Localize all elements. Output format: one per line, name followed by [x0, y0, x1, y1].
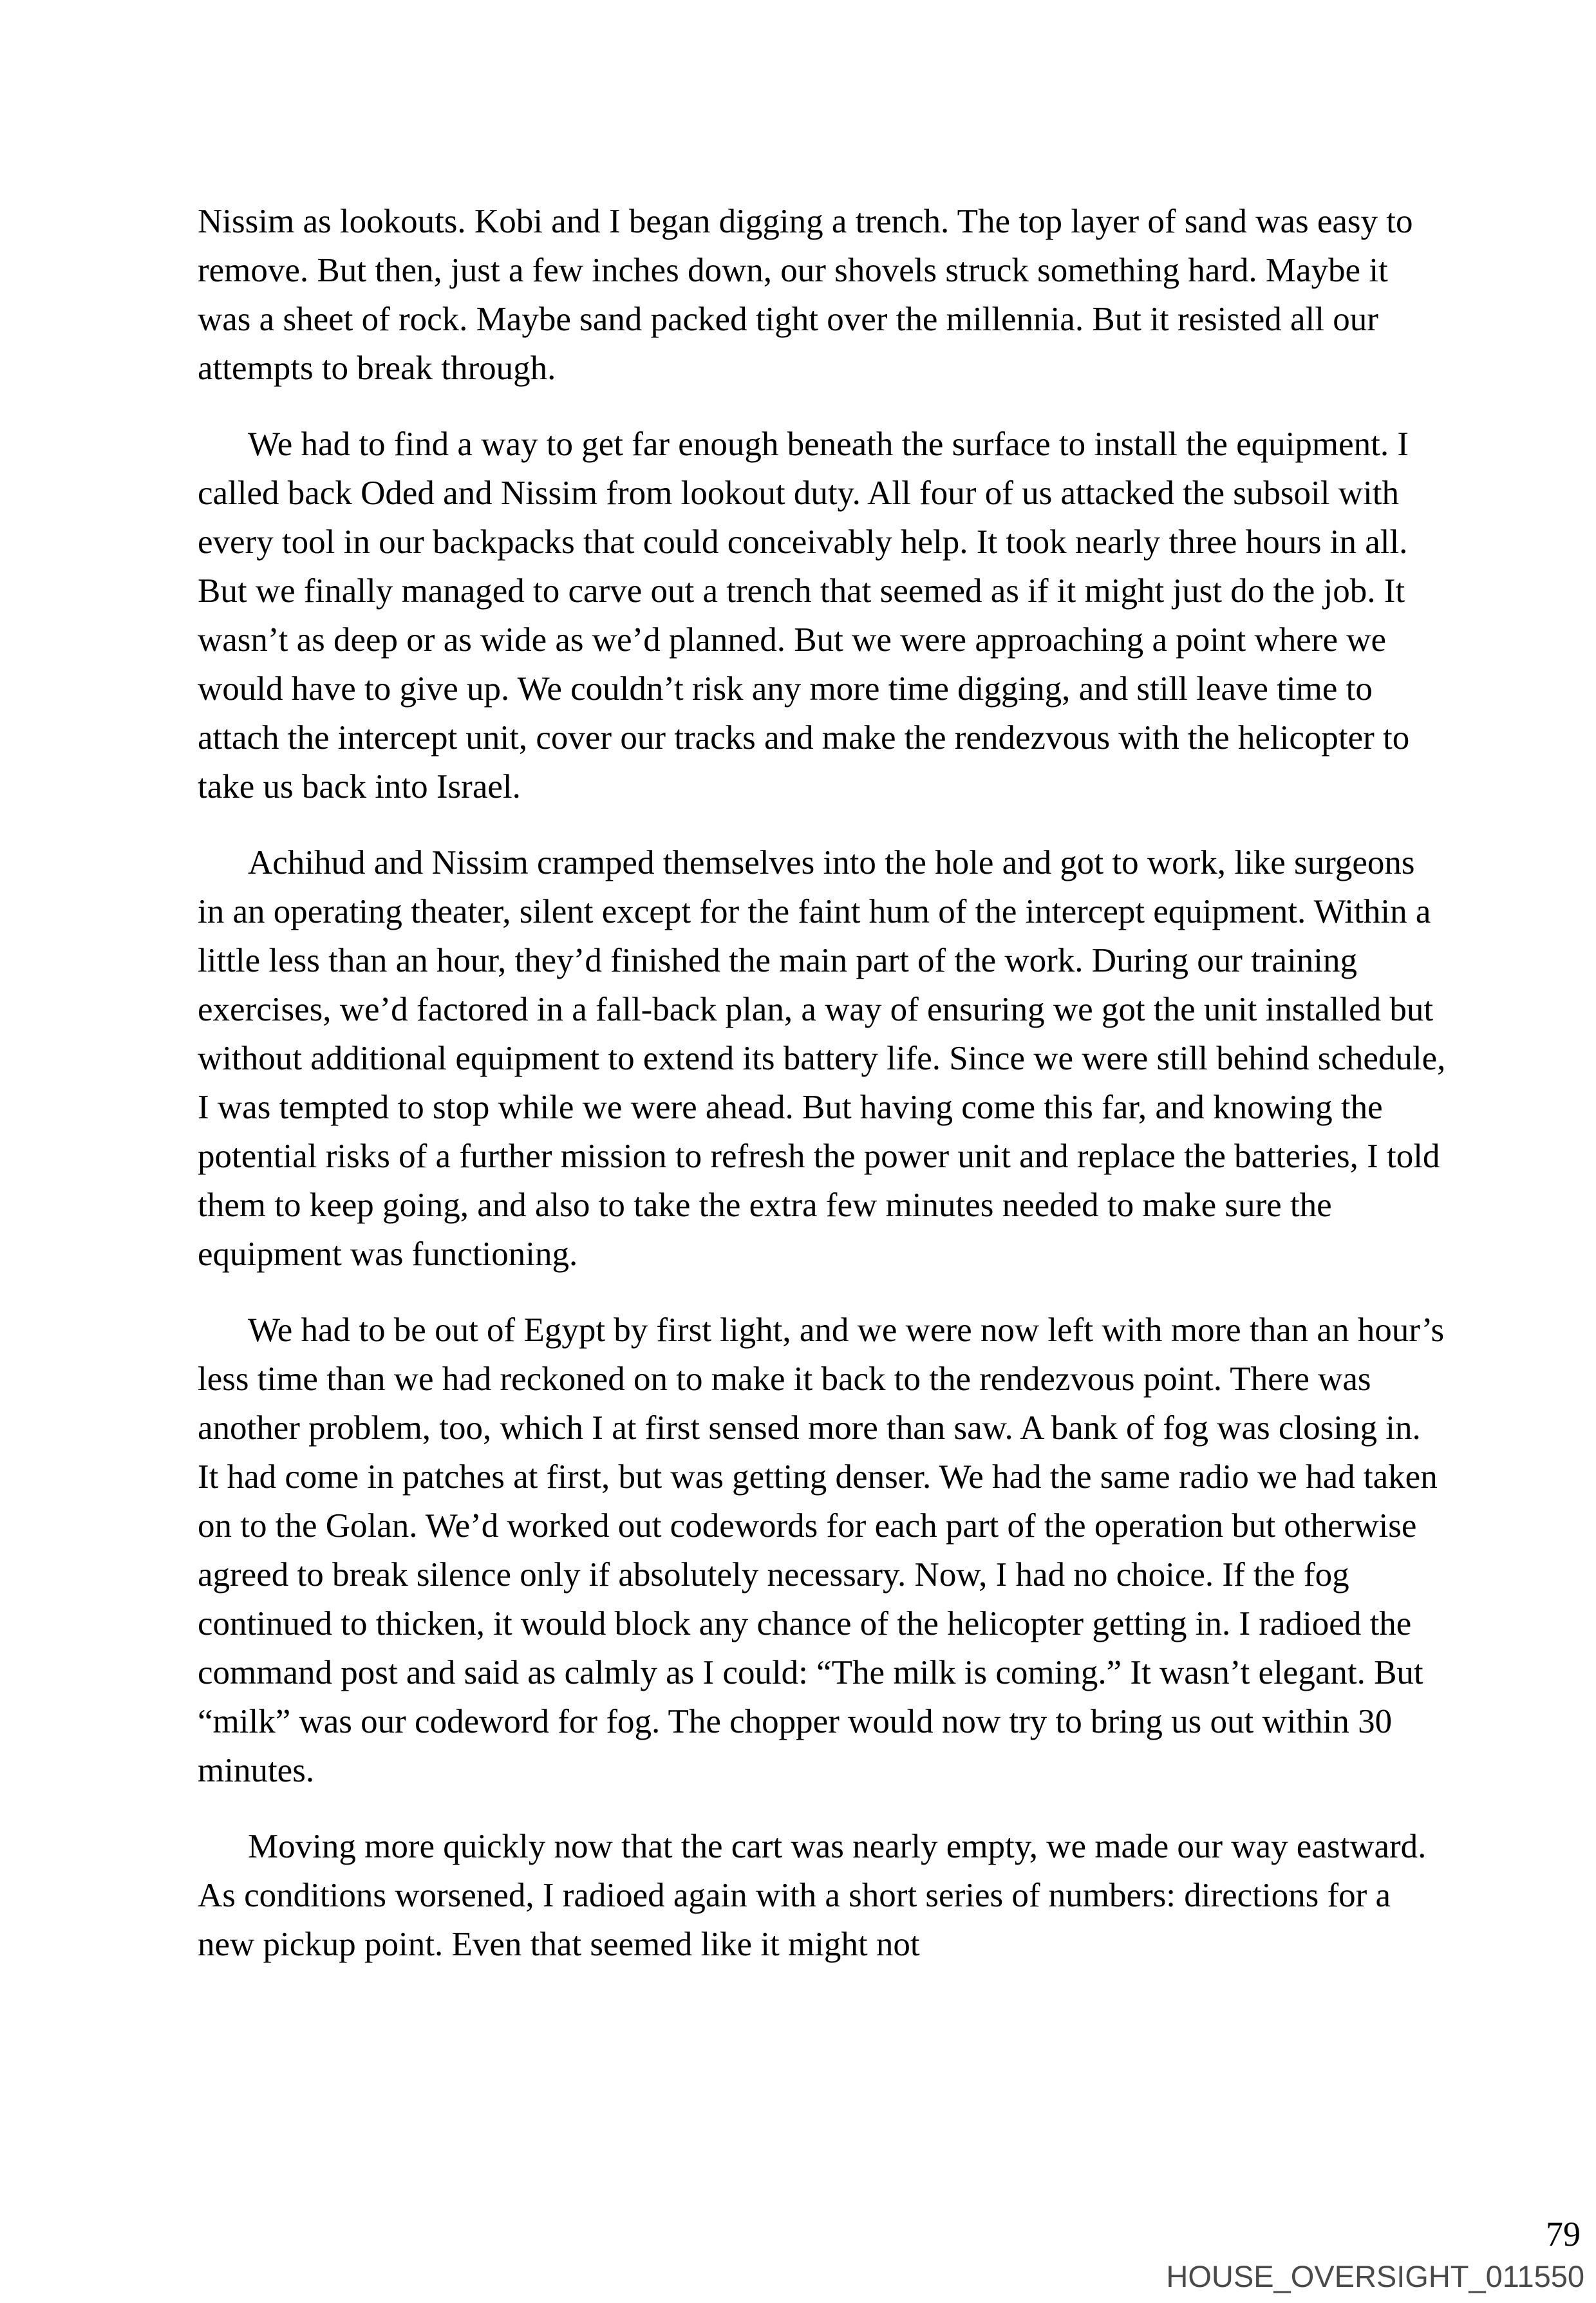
bates-stamp: HOUSE_OVERSIGHT_011550 [1166, 2259, 1584, 2293]
paragraph-5: Moving more quickly now that the cart was nearly empty, we made our way eastward. As conditions worsened, I radioed again with a short series of numbers: directions for a new pickup point. Even that seemed like it might not [198, 1828, 1427, 1963]
paragraph-3: Achihud and Nissim cramped themselves into the hole and got to work, like surgeons in an operating theater, silent except for the faint hum of the intercept equipment. Within a little less than an hour, they’d finished the main part of the work. During our training exercises, we’d factored in a fall-back plan, a way of ensuring we got the unit installed but without additional equipment to extend its battery life. Since we were still behind schedule, I was tempted to stop while we were ahead. But having come this far, and knowing the potential risks of a further mission to refresh the power unit and replace the batteries, I told them to keep going, and also to take the extra few minutes needed to make sure the equipment was functioning. [198, 844, 1446, 1273]
paragraph-1: Nissim as lookouts. Kobi and I began digging a trench. The top layer of sand was easy to remove. But then, just a few inches down, our shovels struck something hard. Maybe it was a sheet of rock. Maybe sand packed tight over the millennia. But it resisted all our attempts to break through. [198, 203, 1413, 387]
paragraph-2: We had to find a way to get far enough beneath the surface to install the equipment. I called back Oded and Nissim from lookout duty. All four of us attacked the subsoil with every tool in our backpacks that could conceivably help. It took nearly three hours in all. But we finally managed to carve out a trench that seemed as if it might just do the job. It wasn’t as deep or as wide as we’d planned. But we were approaching a point where we would have to give up. We couldn’t risk any more time digging, and still leave time to attach the intercept unit, cover our tracks and make the rendezvous with the helicopter to take us back into Israel. [198, 426, 1410, 805]
page-number: 79 [1546, 2215, 1581, 2253]
paragraph-4: We had to be out of Egypt by first light, and we were now left with more than an hour’s less time than we had reckoned on to make it back to the rendezvous point. There was another problem, too, which I at first sensed more than saw. A bank of fog was closing in. It had come in patches at first, but was getting denser. We had the same radio we had taken on to the Golan. We’d worked out codewords for each part of the operation but otherwise agreed to break silence only if absolutely necessary. Now, I had no choice. If the fog continued to thicken, it would block any chance of the helicopter getting in. I radioed the command post and said as calmly as I could: “The milk is coming.” It wasn’t elegant. But “milk” was our codeword for fog. The chopper would now try to bring us out within 30 minutes. [198, 1311, 1445, 1789]
body-text [198, 197, 1447, 1996]
